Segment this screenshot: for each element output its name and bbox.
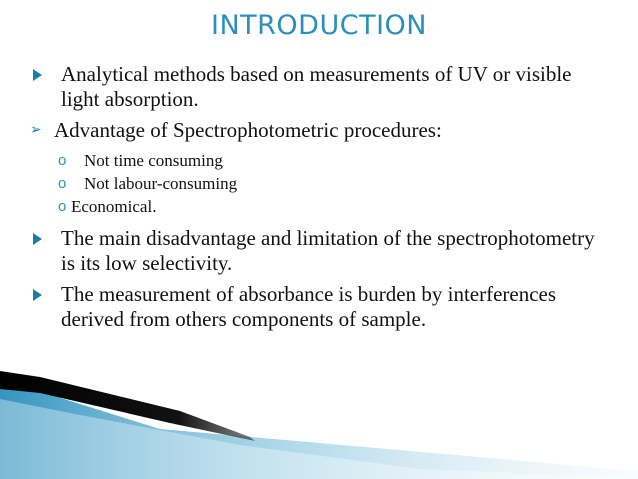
bullet-text: Advantage of Spectrophotometric procedures:: [54, 118, 442, 142]
bullet-item-1: [30, 62, 610, 112]
bullet-text: The main disadvantage and limitation of the spectrophotometry is its low selectivity.: [61, 226, 595, 275]
decorative-swoosh: [0, 359, 638, 479]
bullet-item-3: [30, 226, 610, 276]
sub-item-3: [58, 195, 610, 218]
slide-content: [30, 62, 610, 332]
bullet-text: Analytical methods based on measurements of UV or visible light absorption.: [61, 62, 572, 111]
bullet-item-4: [30, 282, 610, 332]
sub-item-text: Not labour-consuming: [84, 174, 238, 193]
slide-title: INTRODUCTION: [211, 10, 427, 41]
triangle-bullet-icon: [30, 62, 54, 87]
arrow-bullet-icon: ➢: [30, 122, 42, 138]
sub-item-text: Not time consuming: [84, 151, 223, 170]
circle-bullet-icon: o: [58, 175, 67, 192]
sub-item-2: [58, 172, 610, 195]
bullet-item-2: [30, 118, 610, 143]
sub-item-text: Economical.: [71, 197, 157, 216]
circle-bullet-icon: o: [58, 152, 67, 169]
triangle-bullet-icon: [30, 282, 54, 307]
bullet-text: The measurement of absorbance is burden by interferences derived from others components of sample.: [61, 282, 557, 331]
sub-item-1: [58, 149, 610, 172]
circle-bullet-icon: o: [58, 198, 67, 215]
triangle-bullet-icon: [30, 226, 54, 251]
